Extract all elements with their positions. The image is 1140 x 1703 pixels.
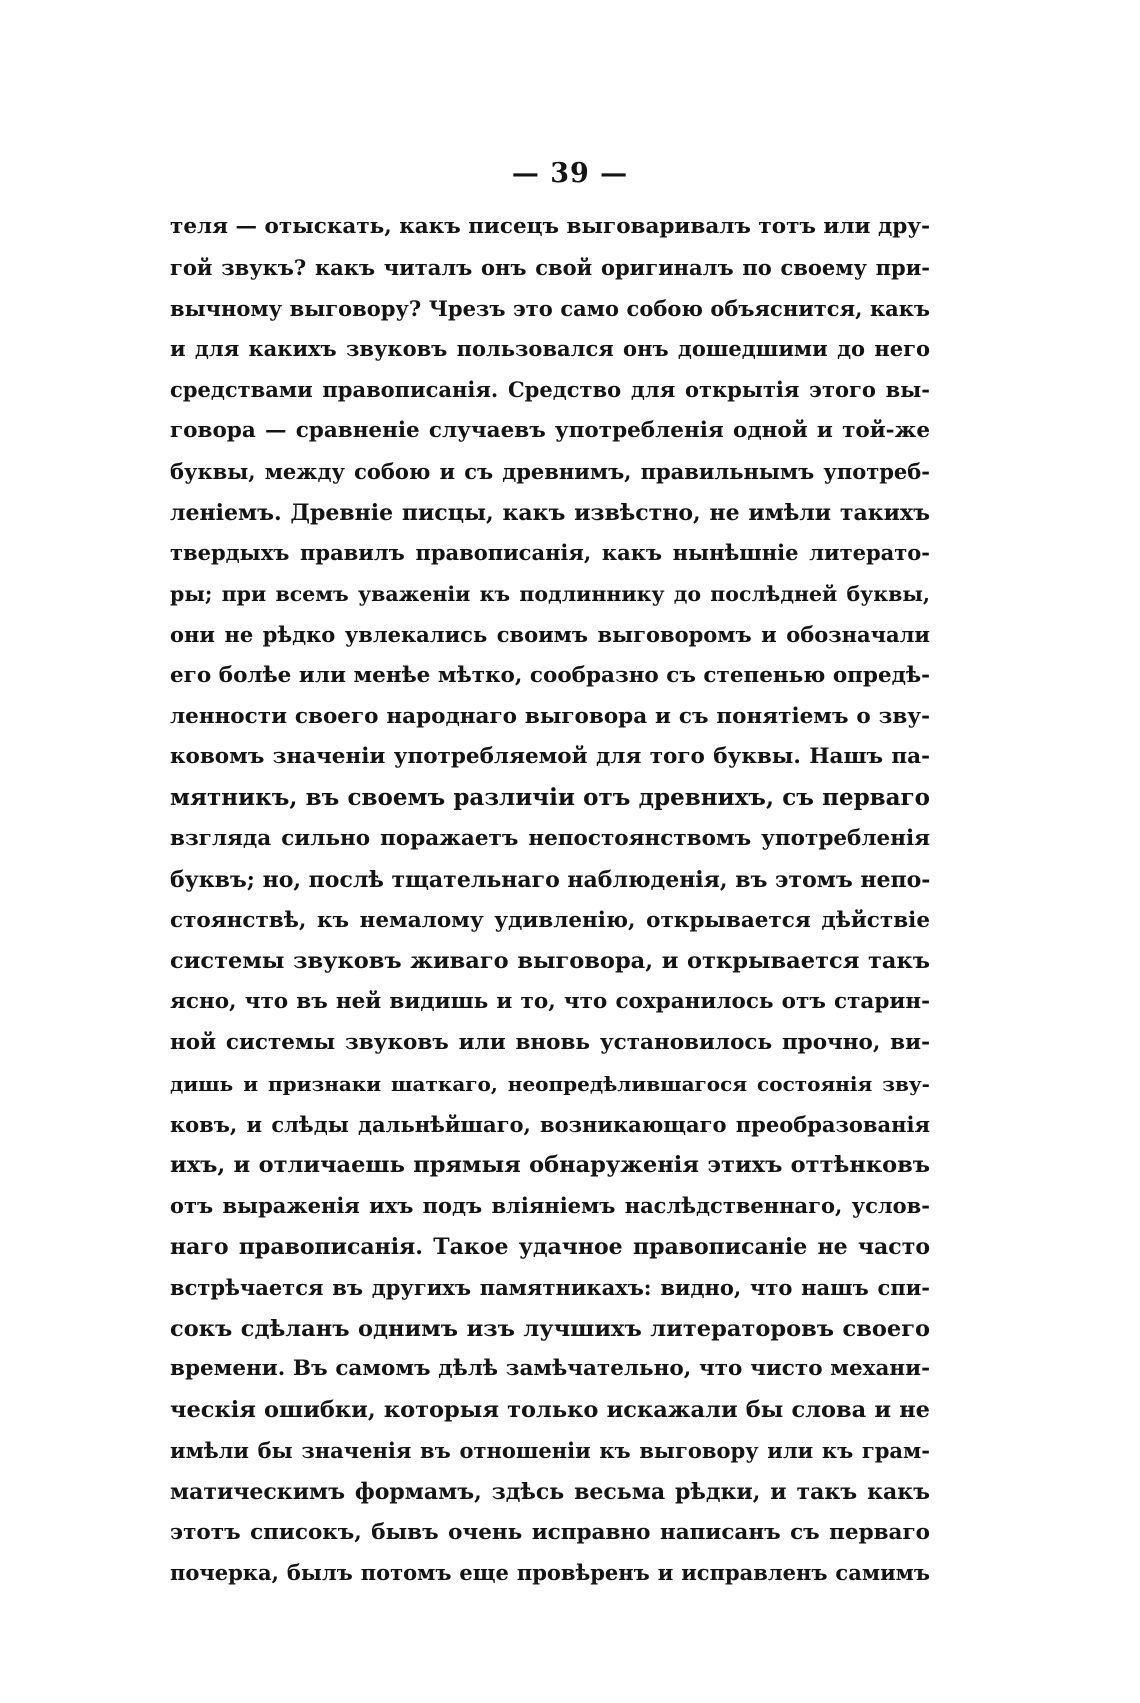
text-line: леніемъ. Древніе писцы, какъ извѣстно, не имѣли такихъ xyxy=(170,499,930,526)
text-line: сокъ сдѣланъ однимъ изъ лучшихъ литераторовъ своего xyxy=(170,1315,930,1342)
text-line: ленности своего народнаго выговора и съ понятіемъ о зву- xyxy=(170,703,930,729)
text-line: ной системы звуковъ или вновь установилось прочно, ви- xyxy=(170,1029,930,1055)
text-line: отъ выраженія ихъ подъ вліяніемъ наслѣдственнаго, услов- xyxy=(170,1193,930,1219)
text-line: системы звуковъ живаго выговора, и открывается такъ xyxy=(170,948,930,975)
text-line: имѣли бы значенія въ отношеніи къ выговору или къ грам- xyxy=(170,1437,930,1463)
text-line: взгляда сильно поражаетъ непостоянствомъ употребленія xyxy=(170,825,930,851)
text-line: его болѣе или менѣе мѣтко, сообразно съ степенью опредѣ- xyxy=(170,662,930,688)
text-line: времени. Въ самомъ дѣлѣ замѣчательно, что чисто механи- xyxy=(170,1356,930,1382)
text-line: стоянствѣ, къ немалому удивленію, открывается дѣйствіе xyxy=(170,907,930,933)
body-text xyxy=(170,207,930,1594)
text-line: твердыхъ правилъ правописанія, какъ нынѣшніе литерато- xyxy=(170,540,930,566)
text-line: этотъ списокъ, бывъ очень исправно написанъ съ перваго xyxy=(170,1519,930,1545)
text-line: ческія ошибки, которыя только искажали бы слова и не xyxy=(170,1397,930,1424)
text-line: ясно, что въ ней видишь и то, что сохранилось отъ старин- xyxy=(170,989,930,1015)
text-line: гой звукъ? какъ читалъ онъ свой оригиналъ по своему при- xyxy=(170,254,930,280)
text-line: средствами правописанія. Средство для открытія этого вы- xyxy=(170,377,930,403)
text-line: почерка, былъ потомъ еще провѣренъ и исправленъ самимъ xyxy=(170,1560,930,1586)
text-line: мятникъ, въ своемъ различіи отъ древнихъ, съ перваго xyxy=(170,784,930,812)
text-line: и для какихъ звуковъ пользовался онъ дошедшими до него xyxy=(170,336,930,362)
text-line: говора — сравненіе случаевъ употребленія одной и той-же xyxy=(170,417,930,443)
text-line: дишь и признаки шаткаго, неопредѣлившагося состоянія зву- xyxy=(170,1071,930,1096)
text-line: матическимъ формамъ, здѣсь весьма рѣдки, и такъ какъ xyxy=(170,1478,930,1505)
text-line: теля — отыскать, какъ писецъ выговаривалъ тотъ или дру- xyxy=(170,214,930,239)
text-line: они не рѣдко увлекались своимъ выговоромъ и обозначали xyxy=(170,621,930,647)
text-line: ихъ, и отличаешь прямыя обнаруженія этихъ оттѣнковъ xyxy=(170,1152,930,1179)
text-line: наго правописанія. Такое удачное правописаніе не часто xyxy=(170,1233,930,1260)
text-line: ковъ, и слѣды дальнѣйшаго, возникающаго преобразованія xyxy=(170,1111,930,1137)
text-line: встрѣчается въ другихъ памятникахъ: видно, что нашъ спи- xyxy=(170,1274,930,1300)
text-line: вычному выговору? Чрезъ это само собою объяснится, какъ xyxy=(170,295,930,321)
text-line: ры; при всемъ уваженіи къ подлиннику до послѣдней буквы, xyxy=(170,582,930,607)
text-line: буквы, между собою и съ древнимъ, правильнымъ употреб- xyxy=(170,458,930,484)
text-line: ковомъ значеніи употребляемой для того буквы. Нашъ па- xyxy=(170,744,930,770)
page-number: — 39 — xyxy=(511,158,629,189)
text-line: буквъ; но, послѣ тщательнаго наблюденія, въ этомъ непо- xyxy=(170,866,931,893)
